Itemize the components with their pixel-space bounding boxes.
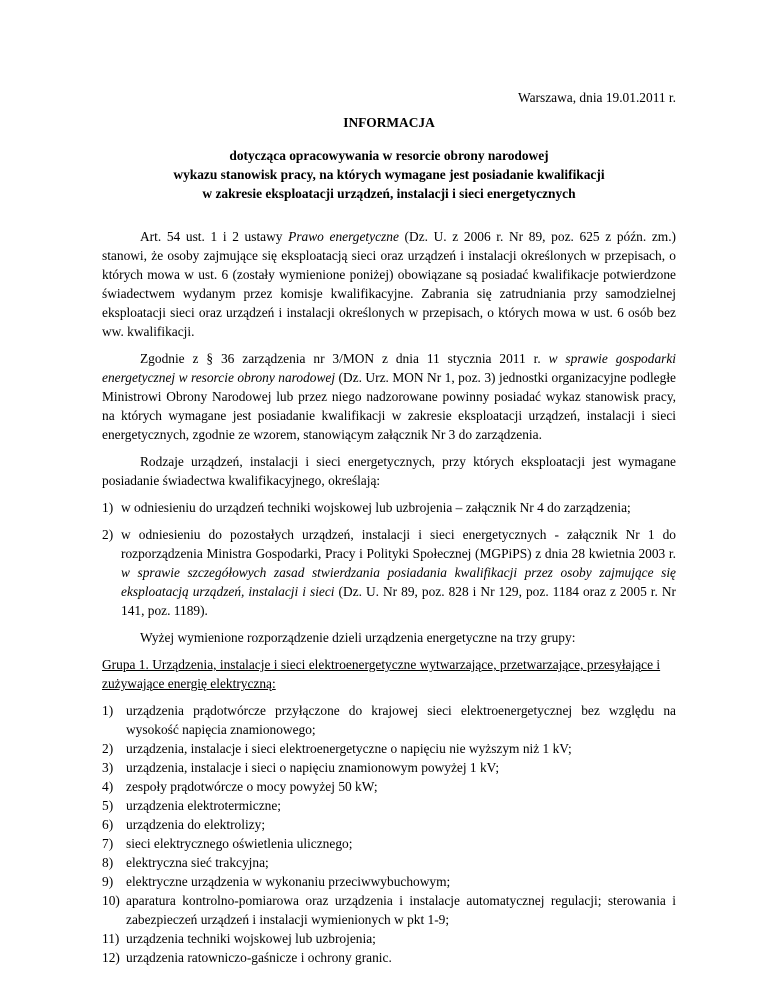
subtitle-line: dotycząca opracowywania w resorcie obrony narodowej: [229, 148, 549, 163]
text-run: (Dz. Urz. MON Nr 1, poz. 3) jednostki organizacyjne podległe Ministrowi Obrony Narodowej lub przez niego nadzorowane powinny posiadać wykaz stanowisk pracy, na których wymagane jest posiadanie kwalifikacji w zakresie eksploatacji urządzeń, instalacji i sieci energetycznych, zgodnie ze wzorem, stanowiącym załącznik Nr 3 do zarządzenia.: [102, 370, 676, 442]
item-number: 11): [102, 931, 120, 946]
item-number: 12): [102, 950, 120, 965]
item-text: aparatura kontrolno-pomiarowa oraz urządzenia i instalacje automatycznej regulacji; sterowania i zabezpieczeń urządzeń i instalacji wymienionych w pkt 1-9;: [126, 893, 676, 927]
document-subtitle: [102, 146, 676, 203]
paragraph-art-54: [102, 227, 676, 341]
list-item: [102, 891, 676, 929]
text-run: w odniesieniu do pozostałych urządzeń, instalacji i sieci energetycznych - załącznik Nr 1 do rozporządzenia Ministra Gospodarki, Pracy i Polityki Społecznej (MGPiPS) z dnia 28 kwietnia 2003 r.: [121, 527, 676, 561]
list-item: [102, 525, 676, 620]
item-number: 7): [102, 836, 114, 851]
italic-act-title: Prawo energetyczne: [288, 229, 399, 244]
list-item: [102, 498, 676, 517]
list-item: [102, 948, 676, 967]
text-run: Zgodnie z § 36 zarządzenia nr 3/MON z dnia 11 stycznia 2011 r.: [140, 351, 549, 366]
item-number: 10): [102, 893, 120, 908]
list-item: [102, 701, 676, 739]
list-item: [102, 815, 676, 834]
item-text: zespoły prądotwórcze o mocy powyżej 50 kW;: [126, 779, 378, 794]
item-number: 1): [102, 703, 114, 718]
italic-regulation-title: w sprawie szczegółowych zasad stwierdzania posiadania kwalifikacji przez osoby zajmujące się eksploatacją urządzeń, instalacji i sieci: [121, 565, 676, 599]
item-text: urządzenia techniki wojskowej lub uzbrojenia;: [126, 931, 376, 946]
item-text: urządzenia do elektrolizy;: [126, 817, 266, 832]
item-text: sieci elektrycznego oświetlenia ulicznego;: [126, 836, 353, 851]
item-number: 8): [102, 855, 114, 870]
dateline: Warszawa, dnia 19.01.2011 r.: [518, 90, 676, 105]
text-run: (Dz. U. Nr 89, poz. 828 i Nr 129, poz. 1184 oraz z 2005 r. Nr 141, poz. 1189).: [121, 584, 676, 618]
item-number: 2): [102, 527, 114, 542]
item-number: 6): [102, 817, 114, 832]
italic-regulation-title: w sprawie gospodarki energetycznej w resorcie obrony narodowej: [102, 351, 677, 385]
item-text: urządzenia elektrotermiczne;: [126, 798, 282, 813]
list-item: [102, 834, 676, 853]
item-text: urządzenia, instalacje i sieci o napięciu znamionowym powyżej 1 kV;: [126, 760, 500, 775]
list-item: [102, 777, 676, 796]
item-text: elektryczne urządzenia w wykonaniu przeciwwybuchowym;: [126, 874, 451, 889]
paragraph-zarzadzenie: [102, 349, 676, 444]
document-title: INFORMACJA: [343, 115, 435, 130]
list-item: [102, 872, 676, 891]
item-number: 5): [102, 798, 114, 813]
item-number: 3): [102, 760, 114, 775]
paragraph-grupy: Wyżej wymienione rozporządzenie dzieli urządzenia energetyczne na trzy grupy:: [140, 630, 576, 645]
item-text: elektryczna sieć trakcyjna;: [126, 855, 269, 870]
text-run: (Dz. U. z 2006 r. Nr 89, poz. 625 z późn. zm.) stanowi, że osoby zajmujące się eksploatacją sieci oraz urządzeń i instalacji określonych w przepisach, o których mowa w ust. 6 (zostały wymienione poniżej) obowiązane są posiadać kwalifikacje potwierdzone świadectwem wydanym przez komisje kwalifikacyjne. Zabrania się zatrudniania przy samodzielnej eksploatacji sieci oraz urządzeń i instalacji określonych w przepisach, o których mowa w ust. 6 osób bez ww. kwalifikacji.: [102, 229, 677, 339]
list-item: [102, 739, 676, 758]
item-text: urządzenia prądotwórcze przyłączone do krajowej sieci elektroenergetycznej bez względu na wysokość napięcia znamionowego;: [126, 703, 676, 737]
item-text: w odniesieniu do urządzeń techniki wojskowej lub uzbrojenia – załącznik Nr 4 do zarządzenia;: [121, 500, 631, 515]
subtitle-line: wykazu stanowisk pracy, na których wymagane jest posiadanie kwalifikacji: [173, 167, 605, 182]
group-1-title: Grupa 1. Urządzenia, instalacje i sieci elektroenergetyczne wytwarzające, przetwarzające, przesyłające i zużywające energię elektryczną:: [102, 657, 661, 691]
subtitle-line: w zakresie eksploatacji urządzeń, instalacji i sieci energetycznych: [202, 186, 576, 201]
paragraph-rodzaje: Rodzaje urządzeń, instalacji i sieci energetycznych, przy których eksploatacji jest wymagane posiadanie świadectwa kwalifikacyjnego, określają:: [102, 454, 676, 488]
item-number: 1): [102, 500, 114, 515]
item-text: urządzenia, instalacje i sieci elektroenergetyczne o napięciu nie wyższym niż 1 kV;: [126, 741, 572, 756]
item-number: 4): [102, 779, 114, 794]
item-text: urządzenia ratowniczo-gaśnicze i ochrony granic.: [126, 950, 392, 965]
item-text: [121, 525, 676, 620]
list-item: [102, 929, 676, 948]
item-number: 2): [102, 741, 114, 756]
group-1-list: [102, 701, 676, 967]
list-item: [102, 853, 676, 872]
list-item: [102, 796, 676, 815]
item-number: 9): [102, 874, 114, 889]
text-run: Art. 54 ust. 1 i 2 ustawy: [140, 229, 289, 244]
list-item: [102, 758, 676, 777]
